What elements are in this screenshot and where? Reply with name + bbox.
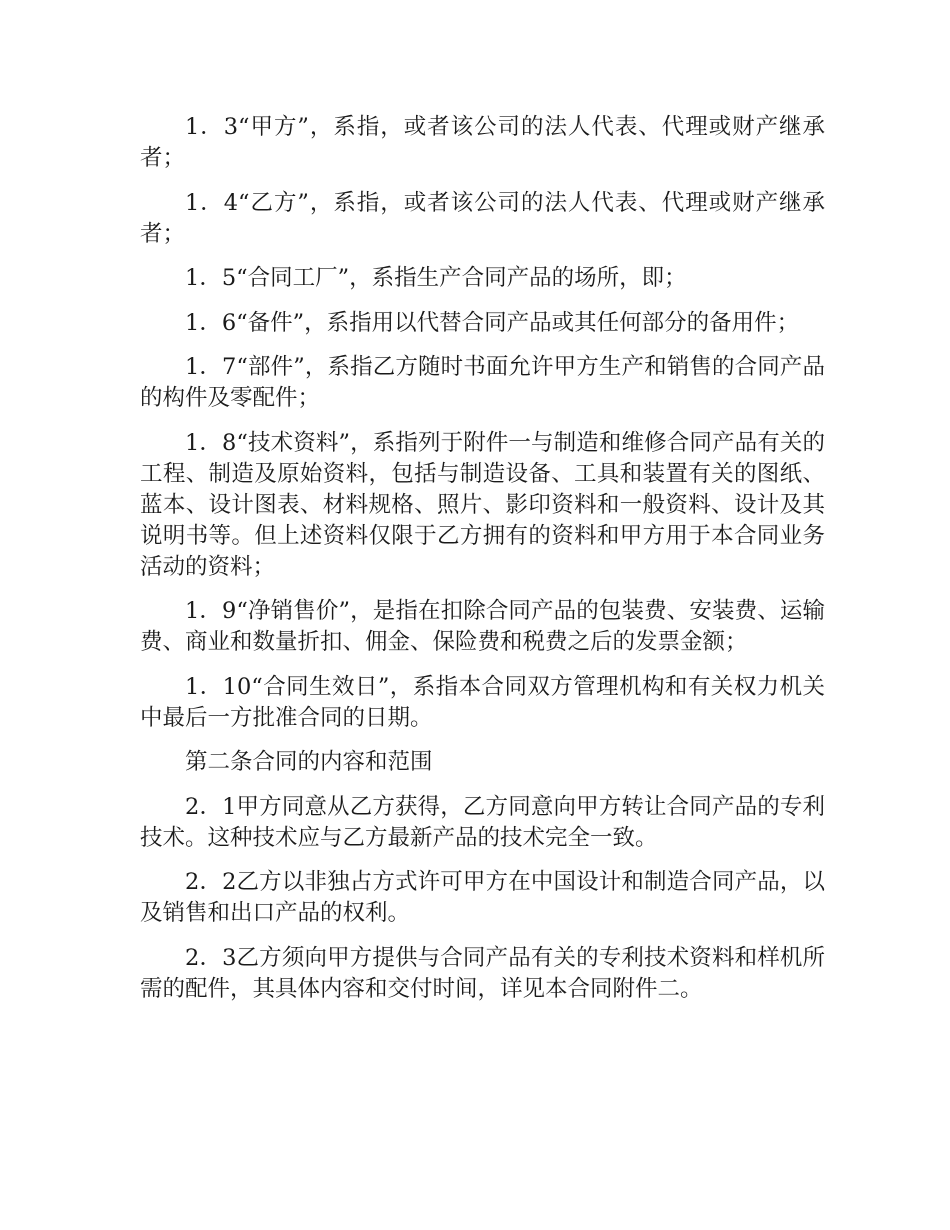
clause-1-5: 1．5“合同工厂”，系指生产合同产品的场所，即； bbox=[185, 265, 687, 291]
section-heading-article-2: 第二条合同的内容和范围 bbox=[185, 749, 433, 775]
clause-1-6: 1．6“备件”，系指用以代替合同产品或其任何部分的备用件； bbox=[185, 309, 800, 336]
clause-1-8: 1．8“技术资料”，系指列于附件一与制造和维修合同产品有关的工程、制造及原始资料，包括与制造设备、工具和装置有关的图纸、蓝本、设计图表、材料规格、照片、影印资料和一般资料、设计及其说明书等。但上述资料仅限于乙方拥有的资料和甲方用于本合同业务活动的资料； bbox=[140, 429, 825, 580]
document-body bbox=[140, 112, 825, 1018]
clause-1-10: 1．10“合同生效日”，系指本合同双方管理机构和有关权力机关中最后一方批准合同的日期。 bbox=[140, 673, 825, 731]
clause-1-7: 1．7“部件”，系指乙方随时书面允许甲方生产和销售的合同产品的构件及零配件； bbox=[140, 354, 825, 411]
clause-1-9: 1．9“净销售价”，是指在扣除合同产品的包装费、安装费、运输费、商业和数量折扣、佣金、保险费和税费之后的发票金额； bbox=[140, 598, 825, 655]
clause-2-3: 2．3乙方须向甲方提供与合同产品有关的专利技术资料和样机所需的配件，其具体内容和交付时间，详见本合同附件二。 bbox=[140, 944, 825, 1002]
clause-1-3: 1．3“甲方”，系指，或者该公司的法人代表、代理或财产继承者； bbox=[140, 114, 825, 171]
clause-2-1: 2．1甲方同意从乙方获得，乙方同意向甲方转让合同产品的专利技术。这种技术应与乙方最新产品的技术完全一致。 bbox=[140, 793, 825, 851]
clause-1-4: 1．4“乙方”，系指，或者该公司的法人代表、代理或财产继承者； bbox=[140, 189, 825, 247]
clause-2-2: 2．2乙方以非独占方式许可甲方在中国设计和制造合同产品，以及销售和出口产品的权利。 bbox=[140, 869, 825, 926]
